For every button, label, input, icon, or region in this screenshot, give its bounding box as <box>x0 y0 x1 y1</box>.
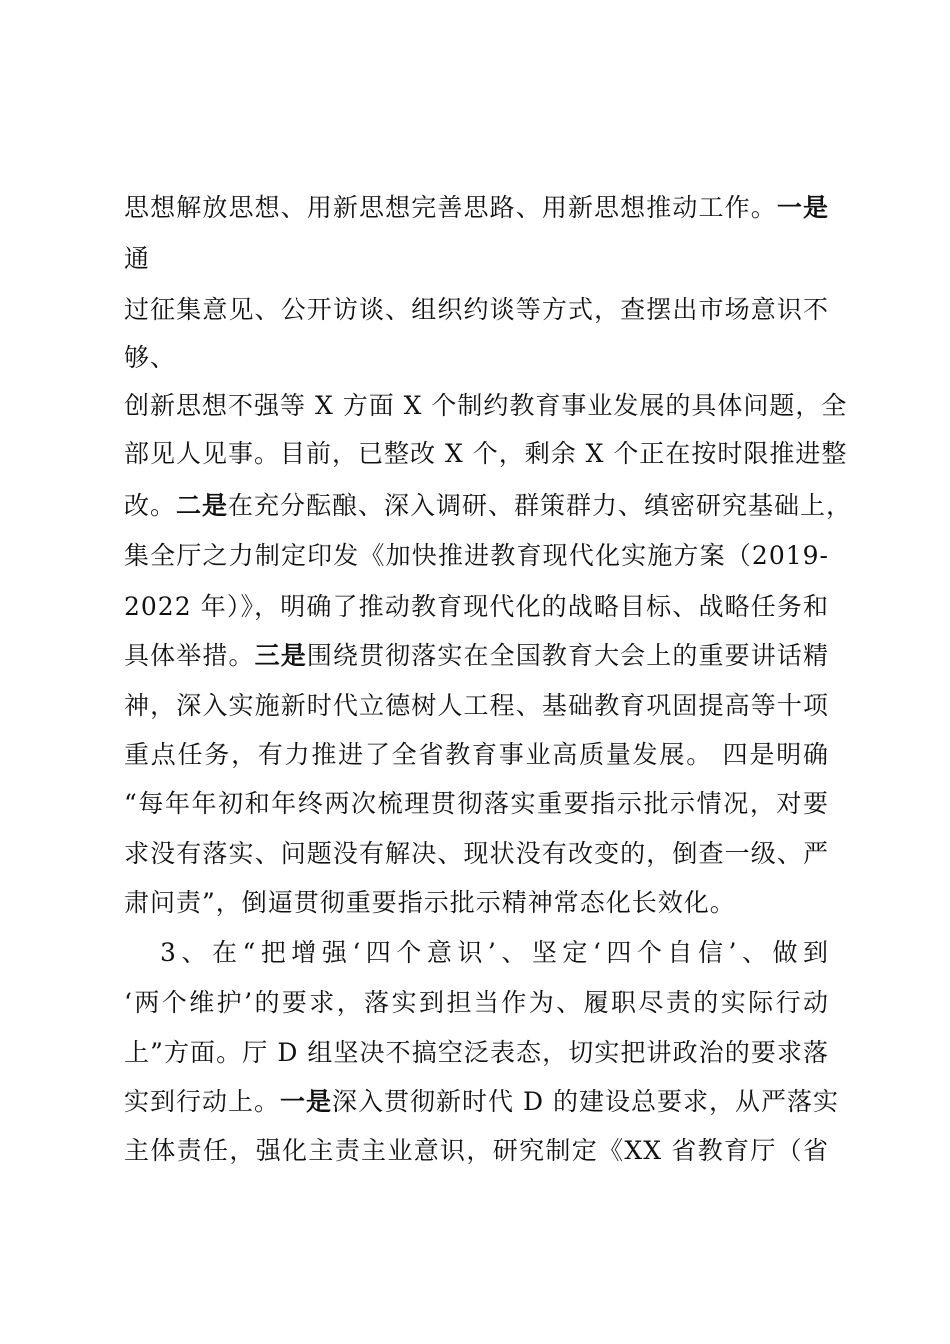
text-segment: 改。 <box>124 491 177 520</box>
text-segment: 在充分酝酿、深入调研、群策群力、缜密研究基础上， <box>228 491 853 520</box>
text-line <box>124 739 829 771</box>
text-segment: 过征集意见、公开访谈、组织约谈等方式，查摆出市场意识不 <box>124 295 829 324</box>
text-segment: ‘两个维护’的要求，落实到担当作为、履职尽责的实际行动 <box>124 988 829 1017</box>
text-segment: 实到行动上。 <box>124 1087 281 1116</box>
text-segment: 求没有落实、问题没有解决、现状没有改变的，倒查一级、严 <box>124 839 829 868</box>
text-segment: 2022 年）》，明确了推动教育现代化的战略目标、战略任务和 <box>124 592 829 621</box>
text-segment: 围绕贯彻落实在全国教育大会上的重要讲话精 <box>306 641 829 670</box>
text-line <box>124 342 829 374</box>
text-line <box>124 640 829 672</box>
text-segment: 集全厅之力制定印发《加快推进教育现代化实施方案（2019- <box>124 541 829 570</box>
text-segment: 3、在“把增强‘四个意识’、坚定‘四个自信’、做到 <box>160 938 829 967</box>
bold-marker: 一是 <box>776 193 829 222</box>
text-line <box>124 438 848 470</box>
text-segment: 通 <box>124 244 151 273</box>
text-line <box>124 1086 839 1118</box>
text-line <box>124 294 829 326</box>
text-line <box>124 690 829 722</box>
text-segment: 上”方面。厅 D 组坚决不搞空泛表态，切实把讲政治的要求落 <box>124 1038 829 1067</box>
text-segment: 思想解放思想、用新思想完善思路、用新思想推动工作。 <box>124 193 777 222</box>
text-segment: 神，深入实施新时代立德树人工程、基础教育巩固提高等十项 <box>124 691 829 720</box>
bold-marker: 二是 <box>176 491 229 520</box>
text-segment: “每年年初和年终两次梳理贯彻落实重要指示批示情况，对要 <box>124 789 829 818</box>
text-line <box>124 390 848 422</box>
text-segment: 深入贯彻新时代 D 的建设总要求，从严落实 <box>332 1087 839 1116</box>
text-line <box>124 788 829 820</box>
text-line <box>124 1037 829 1069</box>
text-line <box>124 490 853 522</box>
text-line <box>124 987 829 1019</box>
text-line <box>124 887 829 919</box>
text-line <box>124 243 829 275</box>
text-segment: 重点任务，有力推进了全省教育事业高质量发展。 四是明确 <box>124 740 829 769</box>
text-segment: 够、 <box>124 343 177 372</box>
text-line <box>124 591 829 623</box>
text-line <box>160 937 829 969</box>
text-line <box>124 540 829 572</box>
text-line <box>124 192 829 224</box>
text-line <box>124 838 829 870</box>
text-segment: 具体举措。 <box>124 641 255 670</box>
text-segment: 肃问责”，倒逼贯彻重要指示批示精神常态化长效化。 <box>124 888 736 917</box>
text-line <box>124 1135 829 1167</box>
text-segment: 创新思想不强等 X 方面 X 个制约教育事业发展的具体问题，全 <box>124 391 848 420</box>
text-segment: 主体责任，强化主责主业意识，研究制定《XX 省教育厅（省 <box>124 1136 829 1165</box>
text-segment: 部见人见事。目前，已整改 X 个，剩余 X 个正在按时限推进整 <box>124 439 848 468</box>
bold-marker: 三是 <box>254 641 307 670</box>
bold-marker: 一是 <box>280 1087 333 1116</box>
